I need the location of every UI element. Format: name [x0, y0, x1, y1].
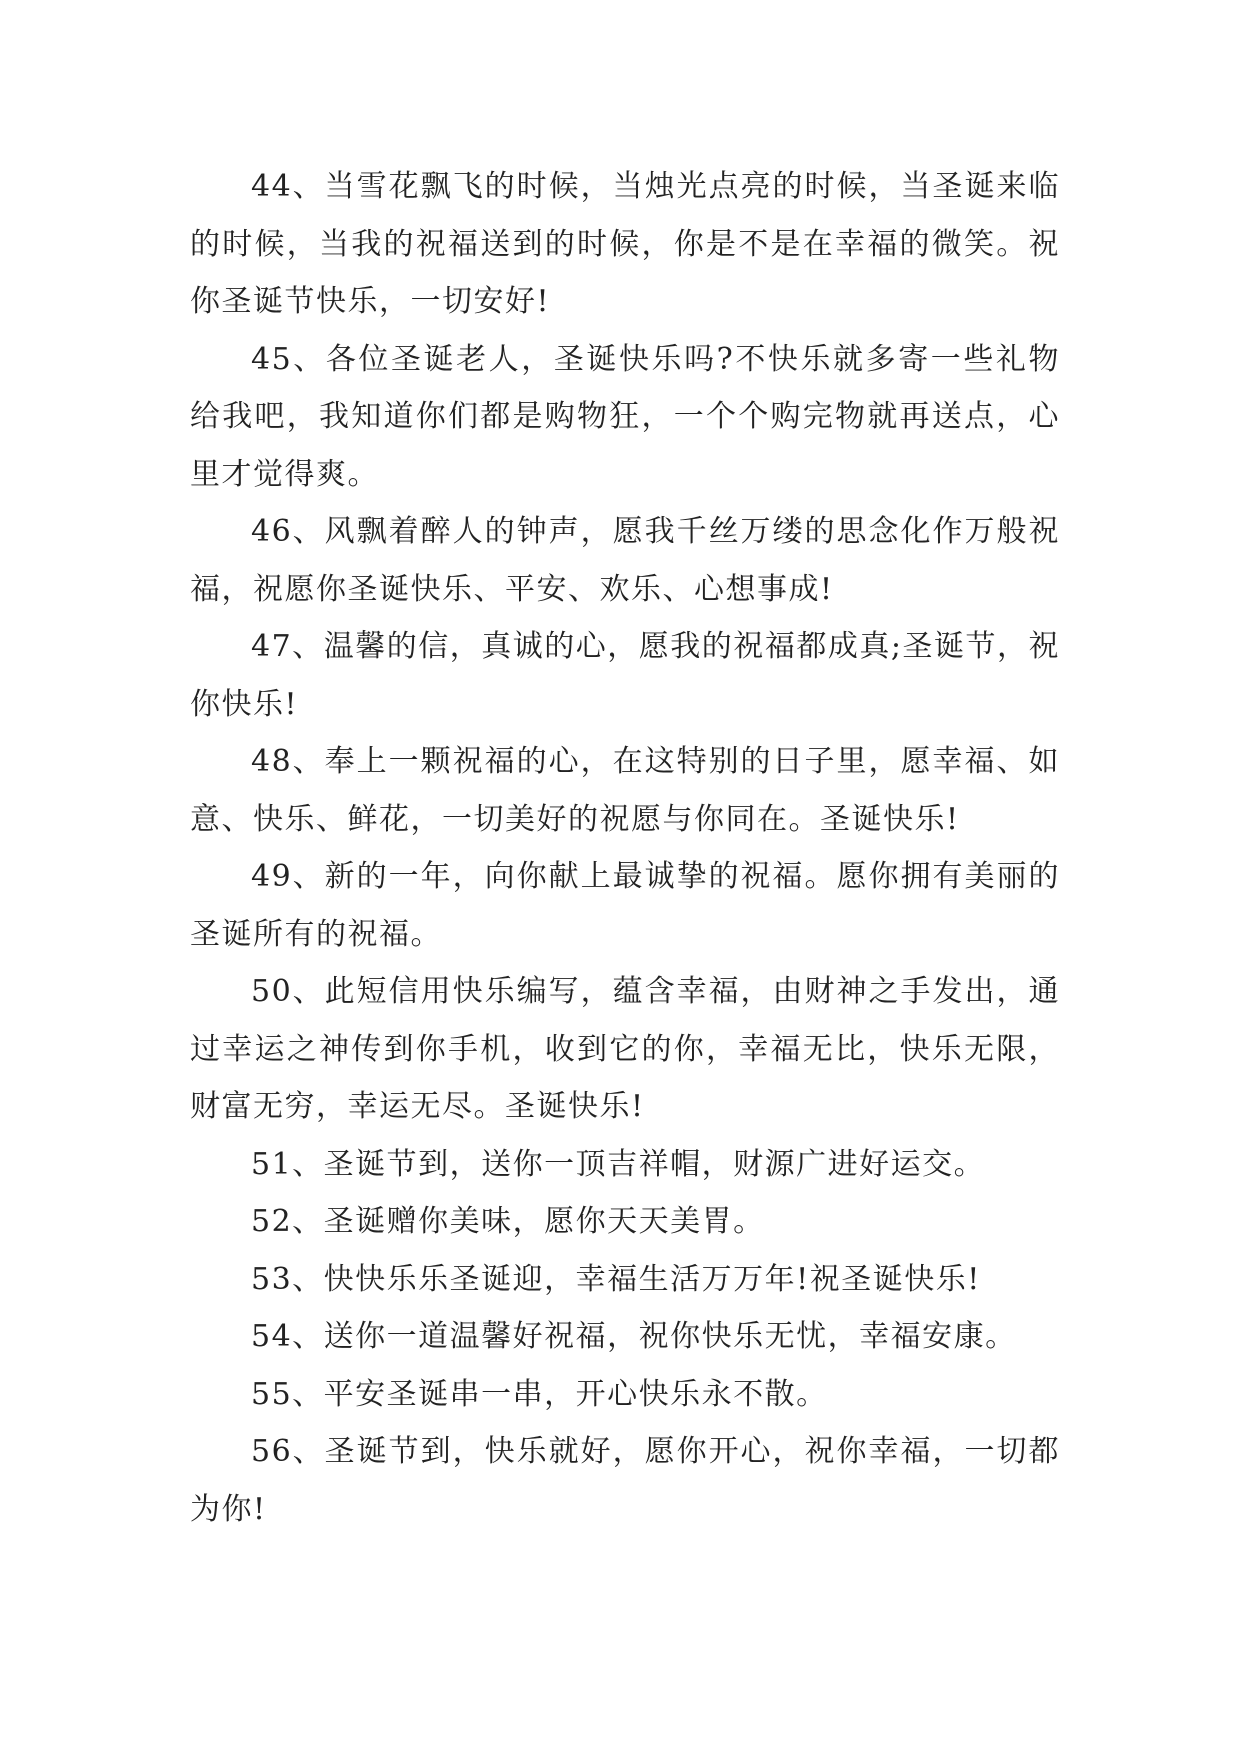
paragraph-45: 45、各位圣诞老人，圣诞快乐吗?不快乐就多寄一些礼物给我吧，我知道你们都是购物狂，一个个购完物就再送点，心里才觉得爽。	[190, 341, 1060, 492]
paragraph-54: 54、送你一道温馨好祝福，祝你快乐无忧，幸福安康。	[251, 1319, 1017, 1354]
paragraph-49: 49、新的一年，向你献上最诚挚的祝福。愿你拥有美丽的圣诞所有的祝福。	[190, 859, 1060, 952]
paragraph-50: 50、此短信用快乐编写，蕴含幸福，由财神之手发出，通过幸运之神传到你手机，收到它的你，幸福无比，快乐无限，财富无穷，幸运无尽。圣诞快乐!	[190, 974, 1060, 1124]
paragraph-47: 47、温馨的信，真诚的心，愿我的祝福都成真;圣诞节，祝你快乐!	[190, 629, 1060, 722]
paragraph-56: 56、圣诞节到，快乐就好，愿你开心，祝你幸福，一切都为你!	[190, 1434, 1060, 1527]
paragraph-48: 48、奉上一颗祝福的心，在这特别的日子里，愿幸福、如意、快乐、鲜花，一切美好的祝愿与你同在。圣诞快乐!	[190, 744, 1060, 837]
paragraph-55: 55、平安圣诞串一串，开心快乐永不散。	[251, 1376, 828, 1412]
document-body	[190, 158, 1060, 1538]
paragraph-46: 46、风飘着醉人的钟声，愿我千丝万缕的思念化作万般祝福，祝愿你圣诞快乐、平安、欢乐、心想事成!	[190, 514, 1060, 607]
paragraph-53: 53、快快乐乐圣诞迎，幸福生活万万年!祝圣诞快乐!	[251, 1261, 981, 1297]
paragraph-44: 44、当雪花飘飞的时候，当烛光点亮的时候，当圣诞来临的时候，当我的祝福送到的时候，你是不是在幸福的微笑。祝你圣诞节快乐，一切安好!	[190, 169, 1060, 319]
paragraph-52: 52、圣诞赠你美味，愿你天天美胃。	[251, 1204, 765, 1239]
paragraph-51: 51、圣诞节到，送你一顶吉祥帽，财源广进好运交。	[251, 1146, 986, 1182]
